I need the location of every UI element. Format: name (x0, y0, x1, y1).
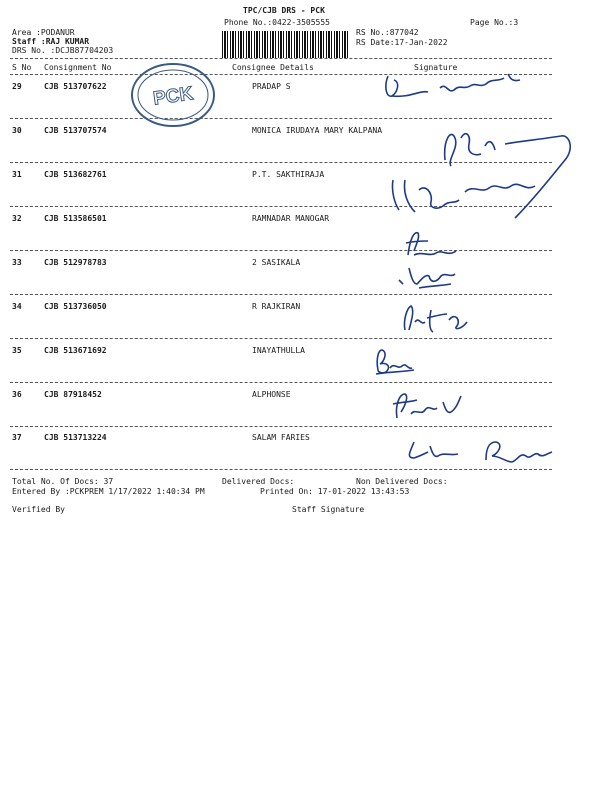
row-consignment: CJB 513586501 (44, 214, 107, 223)
pck-stamp (128, 60, 218, 130)
total-docs: Total No. Of Docs: 37 (12, 477, 114, 486)
barcode (222, 31, 350, 58)
row-consignment: CJB 512978783 (44, 258, 107, 267)
signature-row-32 (400, 225, 470, 265)
row-divider (10, 382, 552, 383)
column-header-consignee: Consignee Details (232, 63, 314, 72)
rs-number: RS No.:877042 (356, 28, 419, 37)
signature-row-35 (370, 344, 420, 378)
row-consignee: R RAJKIRAN (252, 302, 301, 311)
row-consignee: ALPHONSE (252, 390, 291, 399)
row-consignment: CJB 513736050 (44, 302, 107, 311)
staff-signature-label: Staff Signature (292, 505, 365, 514)
row-sno: 36 (12, 390, 22, 399)
row-consignee: P.T. SAKTHIRAJA (252, 170, 325, 179)
signature-row-33 (395, 262, 465, 292)
row-divider (10, 250, 552, 251)
row-sno: 37 (12, 433, 22, 442)
entered-by: Entered By :PCKPREM 1/17/2022 1:40:34 PM (12, 487, 205, 496)
signature-row-37 (400, 432, 570, 472)
column-header-sno: S No (12, 63, 32, 72)
row-consignment: CJB 513682761 (44, 170, 107, 179)
delivered-docs: Delivered Docs: (222, 477, 295, 486)
divider (10, 58, 552, 59)
document-title: TPC/CJB DRS - PCK (243, 6, 325, 15)
row-sno: 31 (12, 170, 22, 179)
printed-on: Printed On: 17-01-2022 13:43:53 (260, 487, 410, 496)
row-sno: 30 (12, 126, 22, 135)
signature-row-29 (380, 68, 530, 108)
row-sno: 35 (12, 346, 22, 355)
row-consignee: PRADAP S (252, 82, 291, 91)
row-consignment: CJB 513713224 (44, 433, 107, 442)
rs-date: RS Date:17-Jan-2022 (356, 38, 448, 47)
row-divider (10, 118, 552, 119)
phone-number: Phone No.:0422-3505555 (224, 18, 330, 27)
row-sno: 32 (12, 214, 22, 223)
row-consignment: CJB 513707574 (44, 126, 107, 135)
row-consignee: INAYATHULLA (252, 346, 305, 355)
row-divider (10, 294, 552, 295)
non-delivered-docs: Non Delivered Docs: (356, 477, 448, 486)
drs-number: DRS No. :DCJB87704203 (12, 46, 114, 55)
signature-row-34 (395, 300, 475, 340)
row-consignee: SALAM FARIES (252, 433, 310, 442)
row-consignee: 2 SASIKALA (252, 258, 301, 267)
row-sno: 29 (12, 82, 22, 91)
verified-by-label: Verified By (12, 505, 65, 514)
row-sno: 34 (12, 302, 22, 311)
column-header-signature: Signature (414, 63, 458, 72)
row-consignee: MONICA IRUDAYA MARY KALPANA (252, 126, 383, 135)
row-consignee: RAMNADAR MANOGAR (252, 214, 330, 223)
staff-name: Staff :RAJ KUMAR (12, 37, 90, 46)
row-consignment: CJB 87918452 (44, 390, 102, 399)
column-header-consignment: Consignment No (44, 63, 112, 72)
row-sno: 33 (12, 258, 22, 267)
stamp-text: PCK (151, 83, 195, 110)
area: Area :PODANUR (12, 28, 75, 37)
row-consignment: CJB 513671692 (44, 346, 107, 355)
signature-row-36 (385, 388, 475, 428)
signature-row-30-31 (385, 120, 585, 225)
page-number: Page No.:3 (470, 18, 519, 27)
row-consignment: CJB 513707622 (44, 82, 107, 91)
